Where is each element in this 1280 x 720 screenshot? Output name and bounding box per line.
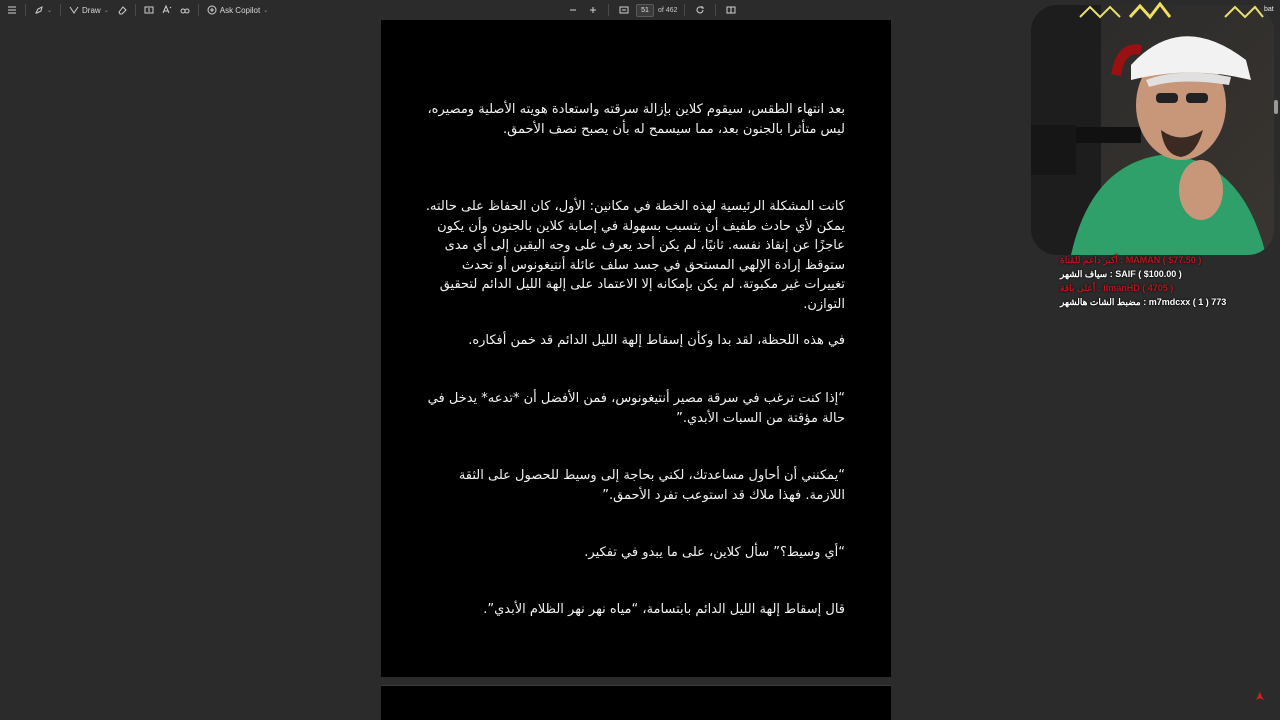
fit-page-button[interactable] (616, 2, 632, 18)
overlay-corner-tag: bat (1264, 6, 1274, 13)
overlay-line-top-supporter: أكبر داعم للقناة : MAMAN ( $77.50 ) (1060, 255, 1202, 265)
toolbar-separator (60, 4, 61, 16)
read-aloud-button[interactable] (159, 2, 175, 18)
toolbar-separator (684, 4, 685, 16)
highlight-button[interactable] (31, 2, 55, 18)
fit-to-page-icon (619, 5, 629, 15)
read-aloud-icon (162, 5, 172, 15)
webcam-overlay (1031, 5, 1274, 255)
toolbar-separator (198, 4, 199, 16)
highlighter-icon (34, 5, 44, 15)
glasses-icon (180, 5, 190, 15)
toolbar-separator (135, 4, 136, 16)
chevron-down-icon: ⌄ (263, 7, 269, 14)
overlay-line-top-package: أعلى باقة : ilmanHD ( 4705 ) (1060, 283, 1174, 293)
zoom-out-button[interactable] (565, 2, 581, 18)
rotate-icon (695, 5, 705, 15)
toolbar-page-controls (565, 0, 739, 20)
toolbar-left-group (4, 0, 271, 20)
toolbar-separator (25, 4, 26, 16)
stream-stats-overlay (1060, 253, 1260, 309)
text-box-icon (144, 5, 154, 15)
paragraph: قال إسقاط إلهة الليل الدائم بابتسامة، “مياه نهر نهر الظلام الأبدي”. (483, 602, 845, 617)
overlay-line-chat-moderator: مضبط الشات هالشهر : m7mdcxx ( 1 ) 773 (1060, 297, 1227, 307)
paragraph: “إذا كنت ترغب في سرقة مصير أنتيغونوس، فمن الأفضل أن *تدعه* يدخل في حالة مؤقتة من السبات الأبدي.” (427, 391, 845, 426)
immersive-reader-button[interactable] (177, 2, 193, 18)
two-page-icon (726, 5, 736, 15)
chevron-down-icon: ⌄ (103, 7, 109, 14)
zoom-in-button[interactable] (585, 2, 601, 18)
pen-icon (69, 5, 79, 15)
pdf-next-page (381, 685, 891, 720)
paragraph: بعد انتهاء الطقس، سيقوم كلاين بإزالة سرقته واستعادة هويته الأصلية ومصيره، ليس متأثرا بالجنون بعد، مما سيسمح له بأن يصبح نصف الأحمق. (427, 102, 845, 137)
scrollbar-thumb[interactable] (1274, 100, 1278, 114)
copilot-icon (207, 5, 217, 15)
paragraph: كانت المشكلة الرئيسية لهذه الخطة في مكانين: الأول، كان الحفاظ على حالته. يمكن لأي حادث طفيف أن يتسبب بسهولة في إصابة كلاين بالجنون وأن يكون عاجزًا عن إنقاذ نفسه. ثانيًا، لم يكن أحد يعرف على وجه اليقين إلى أي مدى ستوقظ إرادة الإلهي المستحق في جسد سلف عائلة أنتيغونوس أو تحدث تغييرات غير مكبوتة. لم يكن بإمكانه إلا الاعتماد على إلهة الليل الدائم لتحقيق التوازن. (425, 199, 845, 312)
list-icon (7, 5, 17, 15)
pdf-page (381, 20, 891, 677)
draw-button[interactable] (66, 2, 112, 18)
contents-button[interactable] (4, 2, 20, 18)
plus-icon (588, 5, 598, 15)
chevron-down-icon: ⌄ (47, 7, 53, 14)
streamer-webcam-image (1031, 5, 1274, 255)
ask-copilot-label: Ask Copilot (219, 5, 261, 15)
paragraph: في هذه اللحظة، لقد بدا وكأن إسقاط إلهة الليل الدائم قد خمن أفكاره. (468, 333, 845, 348)
rotate-button[interactable] (692, 2, 708, 18)
page-total: of 462 (658, 6, 678, 14)
text-box-button[interactable] (141, 2, 157, 18)
toolbar-separator (715, 4, 716, 16)
eraser-icon (117, 5, 127, 15)
overlay-line-month-sword: سياف الشهر : SAIF ( $100.00 ) (1060, 269, 1182, 279)
page-number-input[interactable] (636, 4, 654, 17)
ask-copilot-button[interactable] (204, 2, 272, 18)
pdf-app-icon[interactable] (1254, 690, 1266, 702)
page-view-button[interactable] (723, 2, 739, 18)
erase-button[interactable] (114, 2, 130, 18)
paragraph: “أي وسيط؟” سأل كلاين، على ما يبدو في تفكير. (584, 545, 845, 560)
paragraph: “يمكنني أن أحاول مساعدتك، لكني بحاجة إلى وسيط للحصول على الثقة اللازمة. فهذا ملاك قد استوعب تفرد الأحمق.” (458, 468, 845, 503)
crown-frame-decoration (1075, 2, 1265, 20)
toolbar-separator (608, 4, 609, 16)
minus-icon (568, 5, 578, 15)
draw-label: Draw (82, 5, 101, 15)
